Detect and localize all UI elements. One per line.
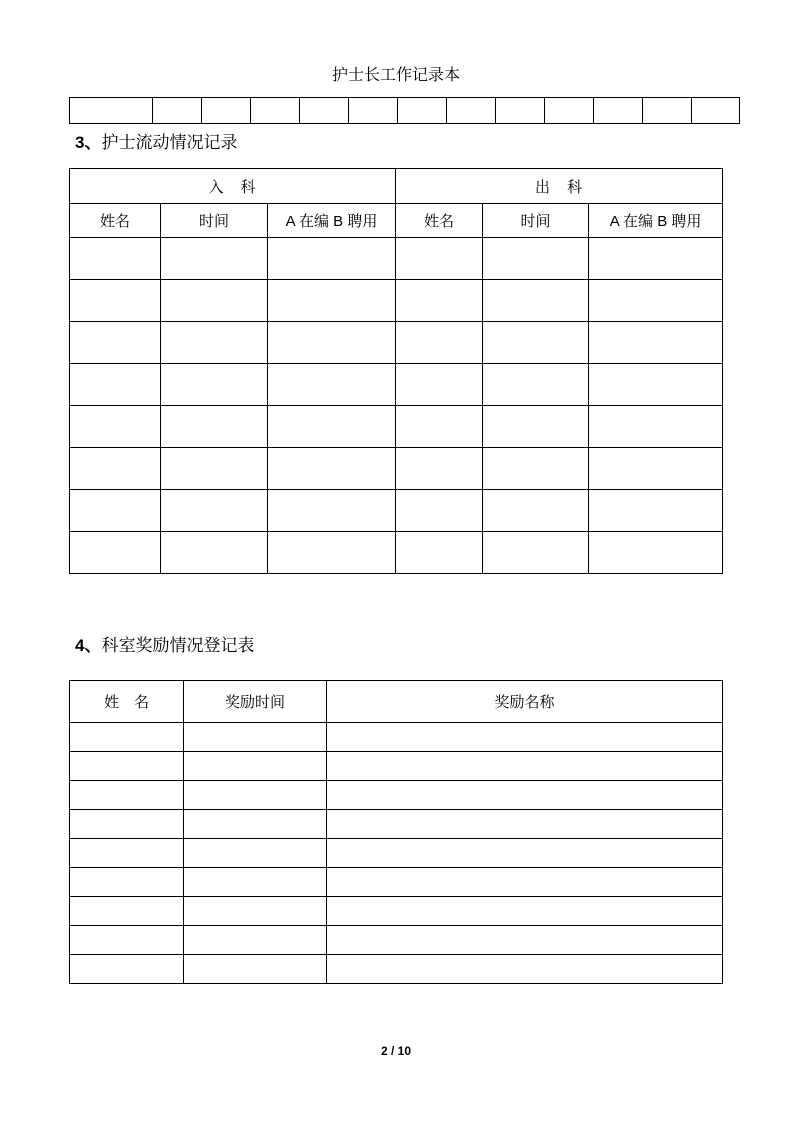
top-strip-cell <box>202 98 251 124</box>
awards-table-row <box>70 781 723 810</box>
table-cell[interactable] <box>396 448 483 490</box>
table-cell[interactable] <box>184 926 327 955</box>
table-cell[interactable] <box>327 955 723 984</box>
top-strip-cell <box>447 98 496 124</box>
table-cell[interactable] <box>184 868 327 897</box>
section-4-title: 科室奖励情况登记表 <box>101 636 255 656</box>
awards-table <box>69 680 723 984</box>
table-cell[interactable] <box>268 490 396 532</box>
nurse-flow-table <box>69 168 723 574</box>
col-header-name-out: 姓名 <box>396 204 483 238</box>
awards-column-header-row <box>70 681 723 723</box>
col-header-status-out: A 在编 B 聘用 <box>589 204 723 238</box>
table-cell[interactable] <box>184 781 327 810</box>
section-3-heading <box>75 128 237 153</box>
table-cell[interactable] <box>161 490 268 532</box>
top-strip-cell <box>545 98 594 124</box>
table-cell[interactable] <box>70 926 184 955</box>
col-header-award-name: 奖励名称 <box>327 681 723 723</box>
table-cell[interactable] <box>70 238 161 280</box>
awards-table-row <box>70 926 723 955</box>
table-cell[interactable] <box>70 280 161 322</box>
awards-table-row <box>70 810 723 839</box>
table-cell[interactable] <box>70 448 161 490</box>
table-cell[interactable] <box>268 364 396 406</box>
table-cell[interactable] <box>268 280 396 322</box>
table-cell[interactable] <box>396 280 483 322</box>
table-cell[interactable] <box>483 448 589 490</box>
table-cell[interactable] <box>70 490 161 532</box>
table-cell[interactable] <box>483 406 589 448</box>
table-cell[interactable] <box>589 280 723 322</box>
table-cell[interactable] <box>483 322 589 364</box>
top-strip-cell <box>594 98 643 124</box>
table-cell[interactable] <box>483 532 589 574</box>
awards-table-row <box>70 723 723 752</box>
table-cell[interactable] <box>589 238 723 280</box>
out-department-header: 出 科 <box>396 169 723 204</box>
table-cell[interactable] <box>184 839 327 868</box>
page-title: 护士长工作记录本 <box>331 65 460 84</box>
flow-column-header-row <box>70 204 723 238</box>
top-strip-cell <box>643 98 692 124</box>
table-cell[interactable] <box>483 490 589 532</box>
table-cell[interactable] <box>161 448 268 490</box>
table-cell[interactable] <box>70 839 184 868</box>
section-3-title: 护士流动情况记录 <box>101 133 238 153</box>
table-cell[interactable] <box>589 490 723 532</box>
table-cell[interactable] <box>589 322 723 364</box>
table-cell[interactable] <box>161 406 268 448</box>
top-strip-table <box>69 97 740 124</box>
top-strip-cell <box>70 98 153 124</box>
awards-table-row <box>70 955 723 984</box>
table-cell[interactable] <box>327 781 723 810</box>
top-strip-cell <box>496 98 545 124</box>
col-header-time-in: 时间 <box>161 204 268 238</box>
table-cell[interactable] <box>268 448 396 490</box>
table-cell[interactable] <box>327 810 723 839</box>
table-cell[interactable] <box>161 322 268 364</box>
top-strip-cell <box>398 98 447 124</box>
table-cell[interactable] <box>327 868 723 897</box>
flow-table-row <box>70 364 723 406</box>
flow-table-row <box>70 322 723 364</box>
table-cell[interactable] <box>483 280 589 322</box>
table-cell[interactable] <box>161 280 268 322</box>
table-cell[interactable] <box>70 897 184 926</box>
top-strip-cell <box>349 98 398 124</box>
table-cell[interactable] <box>161 364 268 406</box>
flow-table-row <box>70 238 723 280</box>
table-cell[interactable] <box>161 238 268 280</box>
table-cell[interactable] <box>268 238 396 280</box>
col-header-time-out: 时间 <box>483 204 589 238</box>
awards-table-row <box>70 839 723 868</box>
table-cell[interactable] <box>184 955 327 984</box>
awards-table-row <box>70 752 723 781</box>
flow-table-row <box>70 406 723 448</box>
awards-table-row <box>70 868 723 897</box>
table-cell[interactable] <box>268 532 396 574</box>
table-cell[interactable] <box>268 406 396 448</box>
table-cell[interactable] <box>396 532 483 574</box>
top-strip-cell <box>153 98 202 124</box>
table-cell[interactable] <box>70 532 161 574</box>
table-cell[interactable] <box>396 406 483 448</box>
table-cell[interactable] <box>589 406 723 448</box>
section-4-number: 4、 <box>75 636 102 655</box>
section-3-number: 3、 <box>75 133 102 152</box>
in-department-header: 入 科 <box>70 169 396 204</box>
table-cell[interactable] <box>70 322 161 364</box>
top-strip-row <box>70 98 740 124</box>
top-strip-cell <box>300 98 349 124</box>
table-cell[interactable] <box>327 752 723 781</box>
table-cell[interactable] <box>70 406 161 448</box>
col-header-award-time: 奖励时间 <box>184 681 327 723</box>
table-cell[interactable] <box>327 897 723 926</box>
table-cell[interactable] <box>327 839 723 868</box>
flow-table-row <box>70 490 723 532</box>
top-strip-cell <box>692 98 740 124</box>
table-cell[interactable] <box>70 364 161 406</box>
table-cell[interactable] <box>184 723 327 752</box>
table-cell[interactable] <box>184 752 327 781</box>
table-cell[interactable] <box>327 723 723 752</box>
table-cell[interactable] <box>70 868 184 897</box>
flow-group-header-row <box>70 169 723 204</box>
top-strip-cell <box>251 98 300 124</box>
table-cell[interactable] <box>396 322 483 364</box>
table-cell[interactable] <box>396 238 483 280</box>
table-cell[interactable] <box>268 322 396 364</box>
table-cell[interactable] <box>184 810 327 839</box>
table-cell[interactable] <box>70 752 184 781</box>
table-cell[interactable] <box>70 781 184 810</box>
col-header-status-in: A 在编 B 聘用 <box>268 204 396 238</box>
table-cell[interactable] <box>396 490 483 532</box>
table-cell[interactable] <box>70 723 184 752</box>
flow-table-row <box>70 448 723 490</box>
page-number: 2 / 10 <box>380 1044 412 1058</box>
table-cell[interactable] <box>161 532 268 574</box>
col-header-name-in: 姓名 <box>70 204 161 238</box>
table-cell[interactable] <box>483 364 589 406</box>
table-cell[interactable] <box>184 897 327 926</box>
section-4-heading <box>75 631 254 656</box>
table-cell[interactable] <box>70 810 184 839</box>
table-cell[interactable] <box>396 364 483 406</box>
flow-table-row <box>70 280 723 322</box>
table-cell[interactable] <box>327 926 723 955</box>
table-cell[interactable] <box>70 955 184 984</box>
table-cell[interactable] <box>589 532 723 574</box>
awards-table-row <box>70 897 723 926</box>
table-cell[interactable] <box>589 364 723 406</box>
table-cell[interactable] <box>483 238 589 280</box>
flow-table-row <box>70 532 723 574</box>
table-cell[interactable] <box>589 448 723 490</box>
col-header-name: 姓 名 <box>70 681 184 723</box>
